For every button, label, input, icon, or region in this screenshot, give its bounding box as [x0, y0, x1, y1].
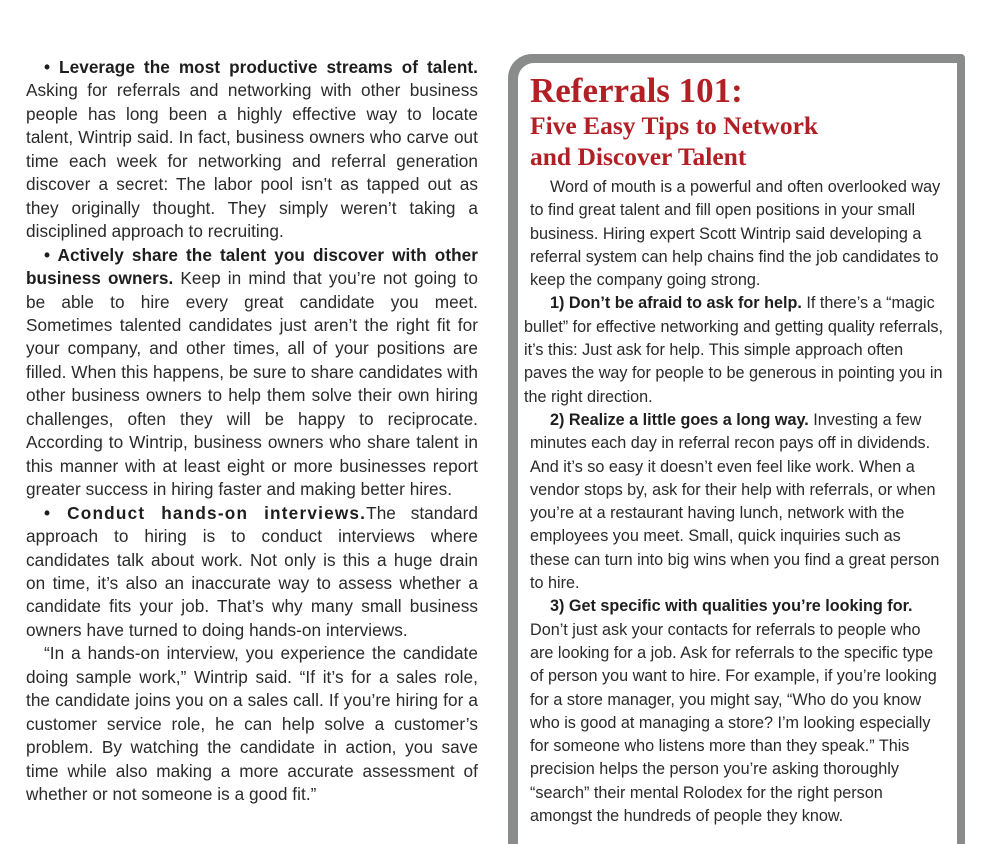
paragraph-share-talent: [26, 244, 478, 502]
tip-heading: 2) Realize a little goes a long way.: [550, 410, 809, 429]
tip-text: If there’s a “magic bullet” for effective networking and getting quality referrals, it’s this: Just ask for help. This simple approach often paves the way for people to be generous in pointing you in the right direction.: [524, 294, 944, 406]
tip-2: [530, 409, 943, 595]
tip-3: [530, 595, 943, 828]
paragraph-quote: [26, 642, 478, 806]
paragraph-text: The standard approach to hiring is to conduct interviews where candidates talk about work. Not only is this a huge drain on time, it’s also an inaccurate way to assess whether a candidate fits your job. That’s why many small business owners have turned to doing hands-on interviews.: [26, 502, 478, 640]
bullet-heading: • Actively share the talent you discover with other business owners.: [26, 244, 478, 289]
paragraph-hands-on-interviews: [26, 502, 478, 643]
sidebar-title: Referrals 101:: [530, 71, 743, 110]
bullet-heading: • Conduct hands-on interviews.: [44, 502, 367, 523]
tip-text: Don’t just ask your contacts for referrals to people who are looking for a job. Ask for referrals to the specific type of person you want to hire. For example, if you’re looking for a store manager, you might say, “Who do you know who is good at managing a store? I’m looking especially for someone who listens more than they speak.” This precision helps the person you’re asking thoroughly “search” their mental Rolodex for the right person amongst the hundreds of people they know.: [530, 620, 937, 826]
paragraph-text: Keep in mind that you’re not going to be able to hire every great candidate you meet. Sometimes talented candidates just aren’t the right fit for your company, and other times, all of your positions are filled. When this happens, be sure to share candidates with other business owners to help them solve their own hiring challenges, often they will be happy to reciprocate. According to Wintrip, business owners who share talent in this manner with at least eight or more businesses report greater success in hiring faster and making better hires.: [26, 268, 479, 500]
sidebar-content: [518, 63, 957, 844]
article-left-column: [26, 56, 478, 807]
tip-1: [524, 292, 943, 408]
sidebar-subtitle: Five Easy Tips to Network and Discover Talent: [530, 111, 819, 171]
tip-text: Investing a few minutes each day in referral recon pays off in dividends. And it’s so easy it doesn’t even feel like work. When a vendor stops by, ask for their help with referrals, or when you’re at a restaurant having lunch, network with the employees you meet. Small, quick inquiries such as these can turn into big wins when you find a great person to hire.: [530, 410, 940, 593]
bullet-heading: • Leverage the most productive streams of talent.: [44, 57, 478, 77]
sidebar-body: [524, 176, 944, 828]
sidebar-box: [508, 54, 965, 844]
paragraph-text: “In a hands-on interview, you experience the candidate doing sample work,” Wintrip said. “If it’s for a sales role, the candidate joins you on a sales call. If you’re hiring for a customer service role, he can help solve a customer’s problem. By watching the candidate in action, you save time while also making a more accurate assessment of whether or not someone is a good fit.”: [26, 643, 478, 805]
paragraph-text: Asking for referrals and networking with other business people has long been a highly effective way to locate talent, Wintrip said. In fact, business owners who carve out time each week for networking and referral generation discover a secret: The labor pool isn’t as tapped out as they originally thought. They simply weren’t taking a disciplined approach to recruiting.: [26, 80, 478, 242]
tip-heading: 1) Don’t be afraid to ask for help.: [550, 294, 802, 313]
paragraph-streams-of-talent: [26, 56, 478, 244]
tip-heading: 3) Get specific with qualities you’re looking for.: [550, 597, 913, 616]
sidebar-intro: Word of mouth is a powerful and often overlooked way to find great talent and fill open positions in your small business. Hiring expert Scott Wintrip said developing a referral system can help chains find the job candidates to keep the company going strong.: [530, 178, 941, 290]
